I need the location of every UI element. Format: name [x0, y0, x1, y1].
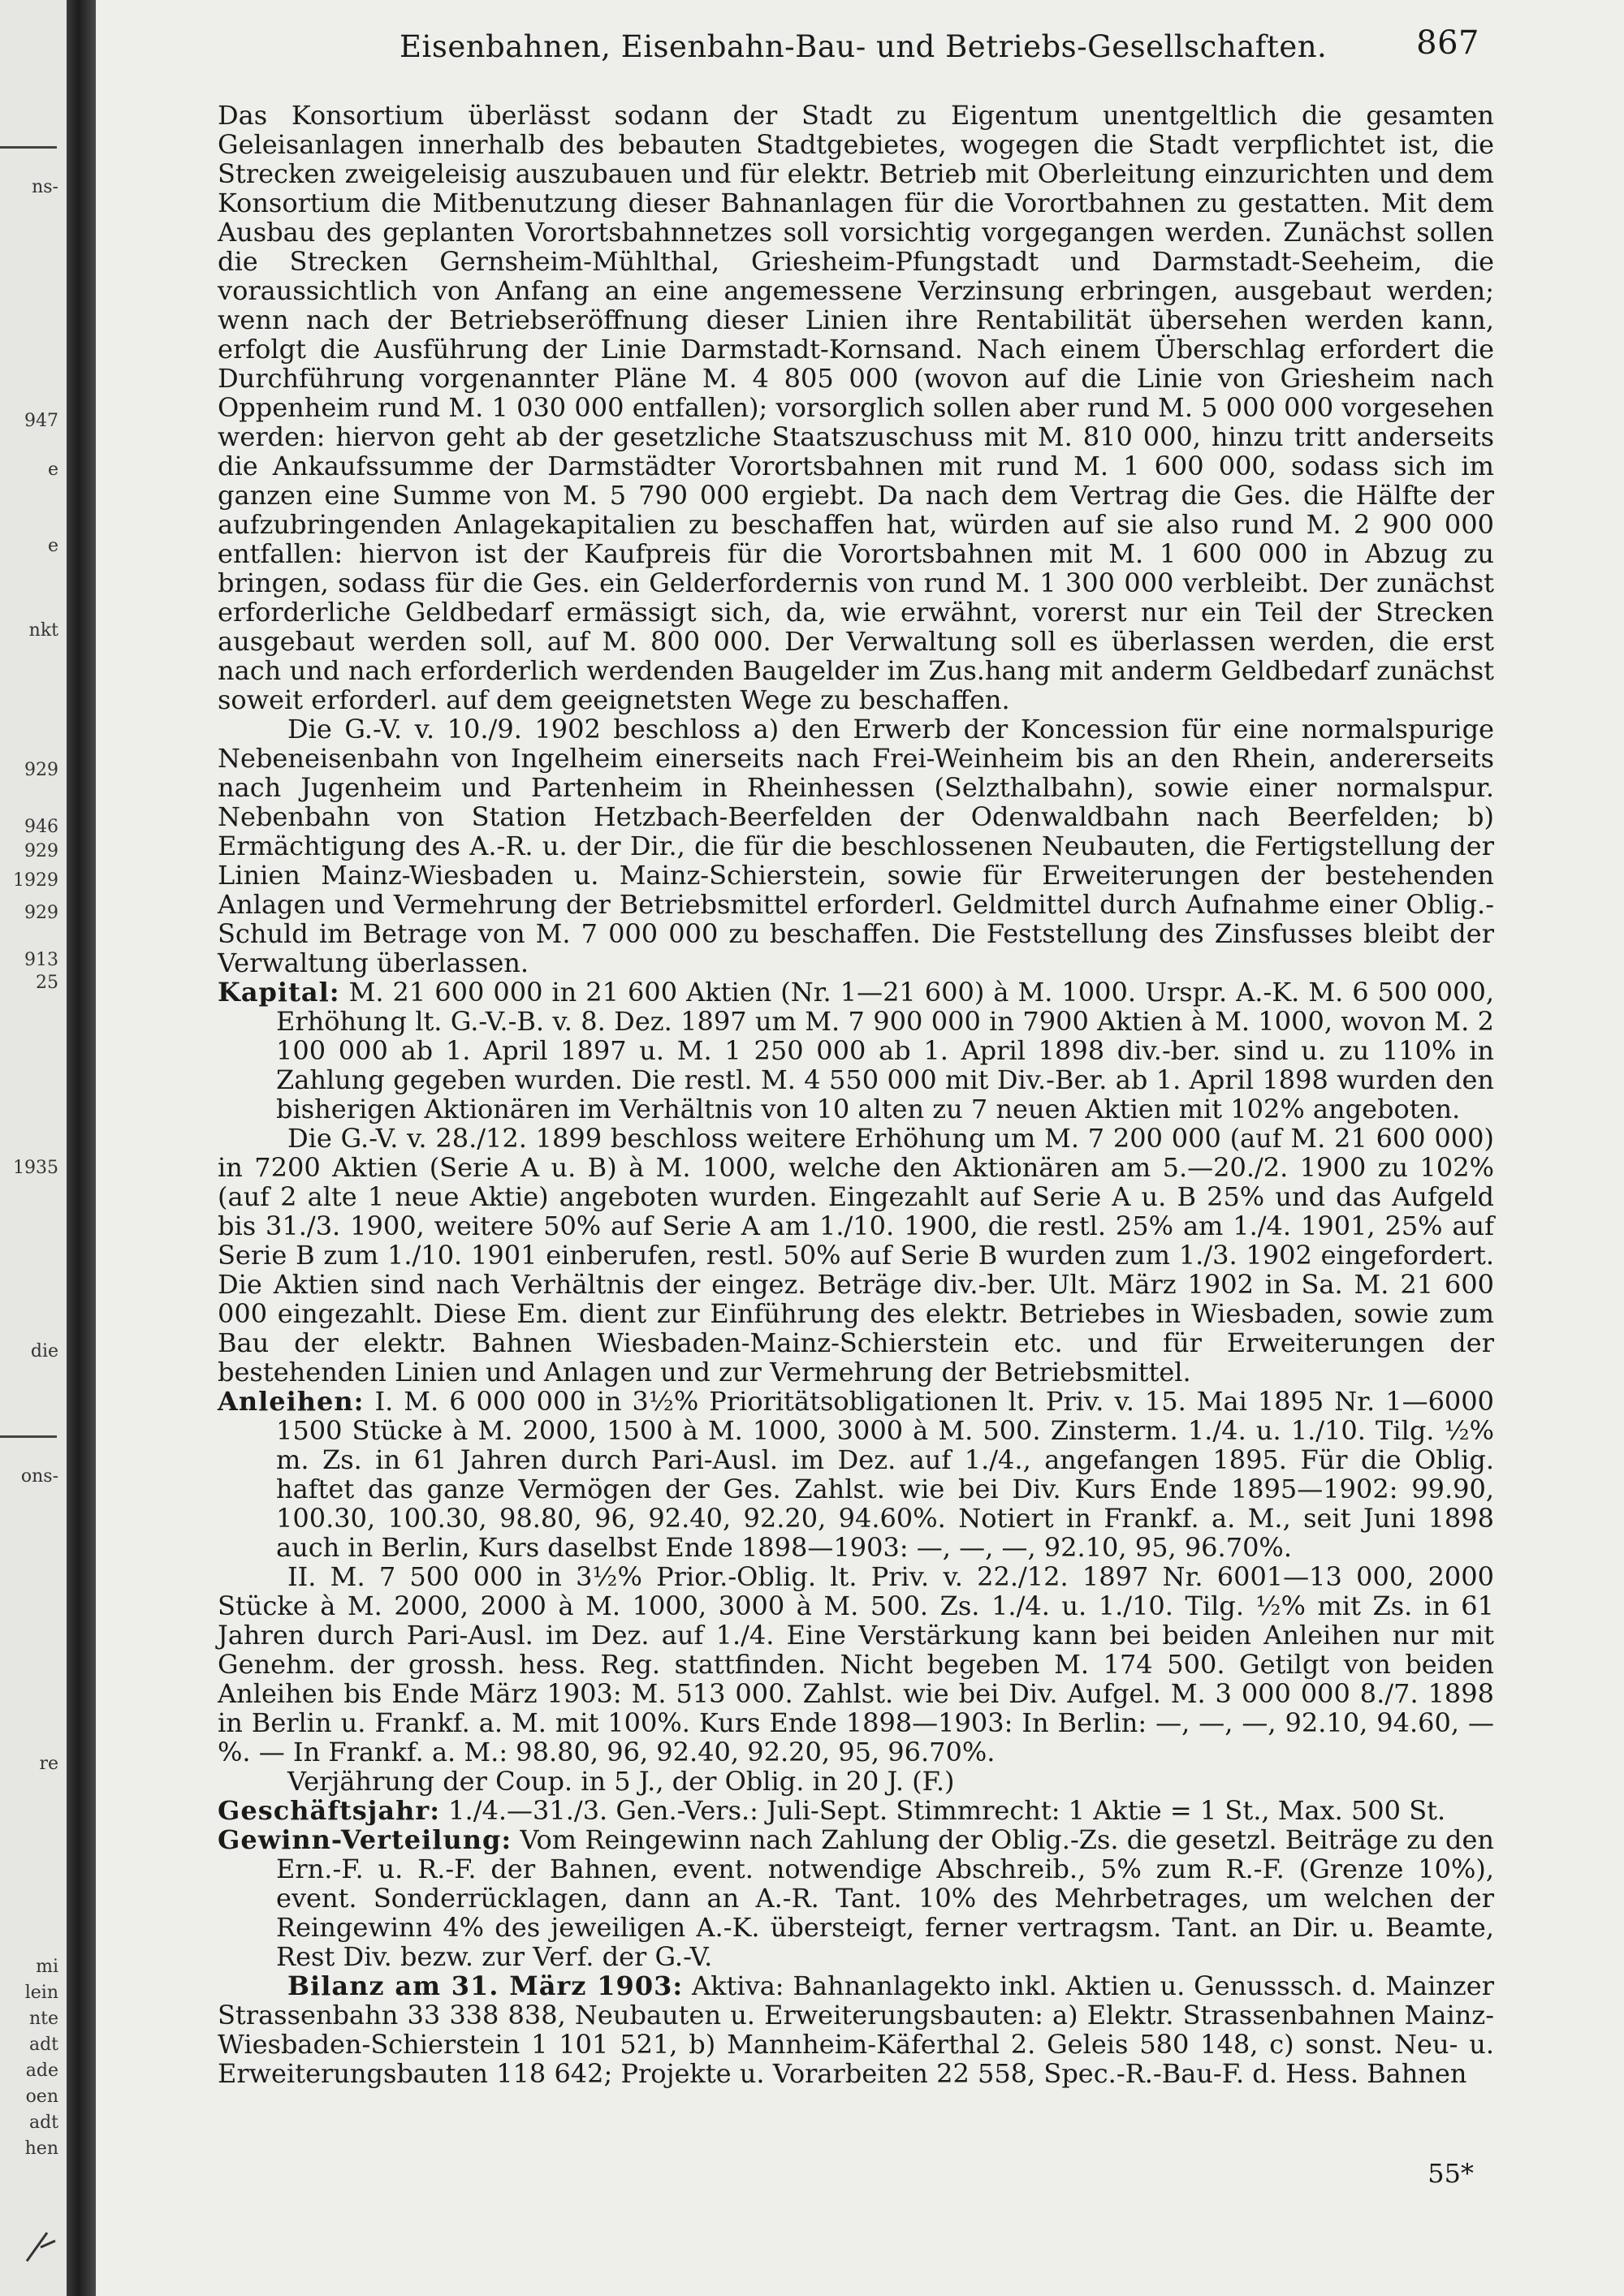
- prev-page-fragment: 1929: [13, 870, 58, 891]
- prev-page-fragment: die: [30, 1341, 58, 1362]
- prev-page-fragment: oen: [25, 2087, 58, 2107]
- prev-page-fragment: lein: [24, 1983, 58, 2003]
- prev-page-fragment: nkt: [28, 620, 58, 641]
- body-paragraph: [218, 714, 1494, 978]
- prev-page-fragment: e: [47, 536, 58, 556]
- prev-page-fragment: ns-: [32, 177, 58, 197]
- paragraph-text: Vom Reingewinn nach Zahlung der Oblig.-Zs. die gesetzl. Beiträge zu den Ern.-F. u. R.-F. der Bahnen, event. notwendige Abschreib., 5% zum R.-F. (Grenze 10%), event. Sonderrücklagen, dann an A.-R. Tant. 10% des Mehrbetrages, um welchen der Reingewinn 4% des jeweiligen A.-K. übersteigt, ferner vertragsm. Tant. an Dir. u. Beamte, Rest Div. bezw. zur Verf. der G.-V.: [276, 1824, 1494, 1972]
- prev-page-fragment: 913: [24, 950, 58, 970]
- pencil-stroke-mark: [23, 2225, 63, 2265]
- prev-page-fragment: 929: [24, 760, 58, 780]
- prev-page-fragment: 929: [24, 903, 58, 923]
- section-label: Bilanz am 31. März 1903:: [287, 1970, 684, 2001]
- prev-page-fragment: nte: [28, 2009, 58, 2029]
- running-title: Eisenbahnen, Eisenbahn-Bau- und Betriebs-Gesellschaften.: [400, 29, 1328, 64]
- prev-page-fragment: re: [39, 1754, 58, 1774]
- prev-page-fragment: hen: [24, 2138, 58, 2159]
- body-paragraph: [218, 101, 1494, 714]
- section-label: Kapital:: [218, 977, 340, 1008]
- prev-page-fragment: 1935: [13, 1158, 58, 1178]
- paragraph-text: M. 21 600 000 in 21 600 Aktien (Nr. 1—21 600) à M. 1000. Urspr. A.-K. M. 6 500 000, Erhöhung lt. G.-V.-B. v. 8. Dez. 1897 um M. 7 900 000 in 7900 Aktien à M. 1000, wovon M. 2 100 000 ab 1. April 1897 u. M. 1 250 000 ab 1. April 1898 div.-ber. sind u. zu 110% in Zahlung gegeben wurden. Die restl. M. 4 550 000 mit Div.-Ber. ab 1. April 1898 wurden den bisherigen Aktionären im Verhältnis von 10 alten zu 7 neuen Aktien mit 102% angeboten.: [276, 977, 1495, 1124]
- body-paragraph: [218, 1124, 1494, 1387]
- page-header: [302, 24, 1479, 70]
- section-label: Geschäftsjahr:: [218, 1795, 440, 1826]
- prev-page-rule: [0, 146, 57, 149]
- body-paragraph: [218, 1562, 1494, 1767]
- paragraph-text: Die G.-V. v. 28./12. 1899 beschloss weitere Erhöhung um M. 7 200 000 (auf M. 21 600 000) in 7200 Aktien (Serie A u. B) à M. 1000, welche den Aktionären am 5.—20./2. 1900 zu 102% (auf 2 alte 1 neue Aktie) angeboten wurden. Eingezahlt auf Serie A u. B 25% und das Aufgeld bis 31./3. 1900, weitere 50% auf Serie A am 1./10. 1900, die restl. 25% am 1./4. 1901, 25% auf Serie B zum 1./10. 1901 einberufen, restl. 50% auf Serie B wurden zum 1./3. 1902 eingefordert. Die Aktien sind nach Verhältnis der eingez. Beträge div.-ber. Ult. März 1902 in Sa. M. 21 600 000 eingezahlt. Diese Em. dient zur Einführung des elektr. Betriebes in Wiesbaden, sowie zum Bau der elektr. Bahnen Wiesbaden-Mainz-Schierstein etc. und für Erweiterungen der bestehenden Linien und Anlagen und zur Vermehrung der Betriebsmittel.: [218, 1123, 1494, 1388]
- paragraph-text: Das Konsortium überlässt sodann der Stadt zu Eigentum unentgeltlich die gesamten Geleisanlagen innerhalb des bebauten Stadtgebietes, wogegen die Stadt verpflichtet ist, die Strecken zweigeleisig auszubauen und für elektr. Betrieb mit Oberleitung einzurichten und dem Konsortium die Mitbenutzung dieser Bahnanlagen für die Vorortbahnen zu gestatten. Mit dem Ausbau des geplanten Vorortsbahnnetzes soll vorsichtig vorgegangen werden. Zunächst sollen die Strecken Gernsheim-Mühlthal, Griesheim-Pfungstadt und Darmstadt-Seeheim, die voraussichtlich von Anfang an eine angemessene Verzinsung erbringen, ausgebaut werden; wenn nach der Betriebseröffnung dieser Linien ihre Rentabilität übersehen werden kann, erfolgt die Ausführung der Linie Darmstadt-Kornsand. Nach einem Überschlag erfordert die Durchführung vorgenannter Pläne M. 4 805 000 (wovon auf die Linie von Griesheim nach Oppenheim rund M. 1 030 000 entfallen); vorsorglich sollen aber rund M. 5 000 000 vorgesehen werden: hiervon geht ab der gesetzliche Staatszuschuss mit M. 810 000, hinzu tritt anderseits die Ankaufssumme der Darmstädter Vorortsbahnen mit rund M. 1 600 000, sodass sich im ganzen eine Summe von M. 5 790 000 ergiebt. Da nach dem Vertrag die Ges. die Hälfte der aufzubringenden Anlagekapitalien zu beschaffen hat, würden auf sie also rund M. 2 900 000 entfallen: hiervon ist der Kaufpreis für die Vorortsbahnen mit M. 1 600 000 in Abzug zu bringen, sodass für die Ges. ein Gelderfordernis von rund M. 1 300 000 verbleibt. Der zunächst erforderliche Geldbedarf ermässigt sich, da, wie erwähnt, vorerst nur ein Teil der Strecken ausgebaut werden soll, auf M. 800 000. Der Verwaltung soll es überlassen werden, die erst nach und nach erforderlich werdenden Baugelder im Zus.hang mit anderm Geldbedarf zunächst soweit erforderl. auf dem geeignetsten Wege zu beschaffen.: [218, 100, 1494, 715]
- prev-page-fragment: 947: [24, 411, 58, 431]
- prev-page-fragment: mi: [36, 1957, 58, 1977]
- prev-page-fragment: e: [47, 460, 58, 480]
- signature-mark: 55*: [1427, 2158, 1474, 2189]
- paragraph-text: II. M. 7 500 000 in 3½% Prior.-Oblig. lt. Priv. v. 22./12. 1897 Nr. 6001—13 000, 2000 Stücke à M. 2000, 2000 à M. 1000, 3000 à M. 500. Zs. 1./4. u. 1./10. Tilg. ½% mit Zs. in 61 Jahren durch Pari-Ausl. im Dez. auf 1./4. Eine Verstärkung kann bei beiden Anleihen nur mit Genehm. der grossh. hess. Reg. stattfinden. Nicht begeben M. 174 500. Getilgt von beiden Anleihen bis Ende März 1903: M. 513 000. Zahlst. wie bei Div. Aufgel. M. 3 000 000 8./7. 1898 in Berlin u. Frankf. a. M. mit 100%. Kurs Ende 1898—1903: In Berlin: —, —, —, 92.10, 94.60, —%. — In Frankf. a. M.: 98.80, 96, 92.40, 92.20, 95, 96.70%.: [218, 1561, 1494, 1767]
- body-paragraph: [218, 1767, 1494, 1796]
- prev-page-fragment: adt: [28, 2035, 58, 2055]
- previous-page-strip: [0, 0, 67, 2296]
- page-number: 867: [1416, 24, 1479, 62]
- paragraph-text: 1./4.—31./3. Gen.-Vers.: Juli-Sept. Stimmrecht: 1 Aktie = 1 St., Max. 500 St.: [448, 1795, 1446, 1826]
- paragraph-text: Aktiva: Bahnanlagekto inkl. Aktien u. Genusssch. d. Mainzer Strassenbahn 33 338 838, Neubauten u. Erweiterungsbauten: a) Elektr. Strassenbahnen Mainz-Wiesbaden-Schierstein 1 101 521, b) Mannheim-Käferthal 2. Geleis 580 148, c) sonst. Neu- u. Erweiterungsbauten 118 642; Projekte u. Vorarbeiten 22 558, Spec.-R.-Bau-F. d. Hess. Bahnen: [218, 1970, 1495, 2089]
- prev-page-fragment: adt: [28, 2113, 58, 2133]
- body-paragraph: [218, 1824, 1494, 1972]
- article-body: [218, 101, 1494, 2088]
- paragraph-text: Die G.-V. v. 10./9. 1902 beschloss a) den Erwerb der Koncession für eine normalspurige Nebeneisenbahn von Ingelheim einerseits nach Frei-Weinheim bis an den Rhein, andererseits nach Jugenheim und Partenheim in Rheinhessen (Selzthalbahn), sowie einer normalspur. Nebenbahn von Station Hetzbach-Beerfelden der Odenwaldbahn nach Beerfelden; b) Ermächtigung des A.-R. u. der Dir., die für die beschlossenen Neubauten, die Fertigstellung der Linien Mainz-Wiesbaden u. Mainz-Schierstein, sowie für Erweiterungen der bestehenden Anlagen und Vermehrung der Betriebsmittel erforderl. Geldmittel durch Aufnahme einer Oblig.-Schuld im Betrage von M. 7 000 000 zu beschaffen. Die Feststellung des Zinsfusses bleibt der Verwaltung überlassen.: [218, 714, 1494, 978]
- prev-page-fragment: 929: [24, 841, 58, 861]
- body-paragraph: [218, 977, 1495, 1124]
- paragraph-text: I. M. 6 000 000 in 3½% Prioritätsobligationen lt. Priv. v. 15. Mai 1895 Nr. 1—6000 1500 Stücke à M. 2000, 1500 à M. 1000, 3000 à M. 500. Zinsterm. 1./4. u. 1./10. Tilg. ½% m. Zs. in 61 Jahren durch Pari-Ausl. im Dez. auf 1./4., angefangen 1895. Für die Oblig. haftet das ganze Vermögen der Ges. Zahlst. wie bei Div. Kurs Ende 1895—1902: 99.90, 100.30, 100.30, 98.80, 96, 92.40, 92.20, 94.60%. Notiert in Frankf. a. M., seit Juni 1898 auch in Berlin, Kurs daselbst Ende 1898—1903: —, —, —, 92.10, 95, 96.70%.: [276, 1386, 1495, 1563]
- paragraph-text: Verjährung der Coup. in 5 J., der Oblig. in 20 J. (F.): [287, 1766, 955, 1797]
- body-paragraph: [218, 1386, 1495, 1563]
- prev-page-fragment: 25: [36, 973, 58, 993]
- prev-page-rule: [0, 1435, 57, 1438]
- prev-page-fragment: 946: [24, 817, 58, 837]
- section-label: Gewinn-Verteilung:: [218, 1824, 512, 1855]
- section-label: Anleihen:: [218, 1386, 365, 1417]
- book-gutter: [67, 0, 96, 2296]
- prev-page-fragment: ade: [25, 2061, 58, 2081]
- body-paragraph: [218, 1971, 1494, 2088]
- body-paragraph: [218, 1796, 1494, 1825]
- prev-page-fragment: ons-: [20, 1466, 58, 1487]
